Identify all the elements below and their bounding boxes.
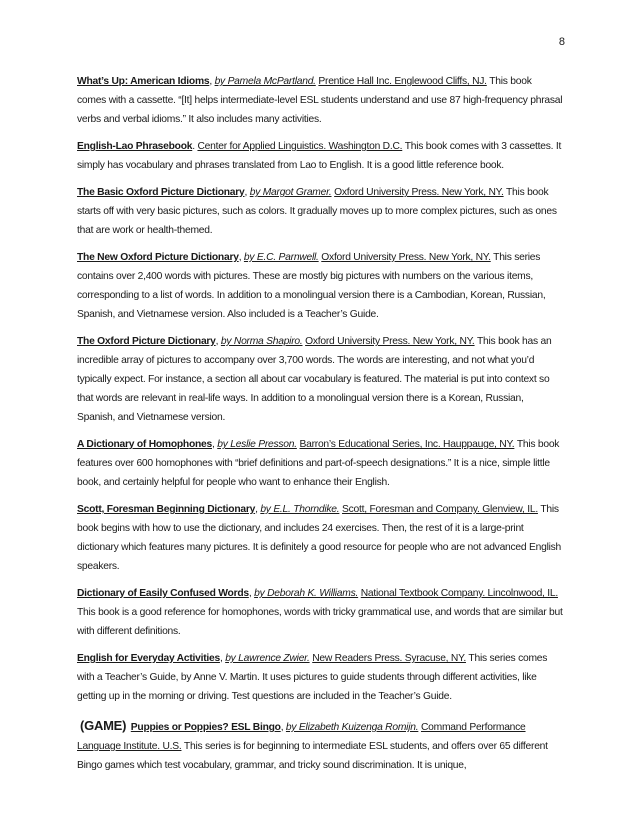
- book-author: by Margot Gramer.: [249, 187, 332, 198]
- book-description: This series contains over 2,400 words with pictures. These are mostly big pictures with numbers on the various items, corresponding to a list of words. In addition to a monolingual version there is a Cambodian, Korean, Russian, Spanish, and Vietnamese version. Also included is a Teacher’s Guide.: [77, 252, 546, 320]
- book-description: This series is for beginning to intermediate ESL students, and offers over 65 different Bingo games which test vocabulary, grammar, and tricky sound discrimination. It is unique,: [77, 741, 548, 771]
- book-description: This book comes with 3 cassettes. It simply has vocabulary and phrases translated from Lao to English. It is a good little reference book.: [77, 141, 562, 171]
- book-author: by Norma Shapiro.: [220, 336, 303, 347]
- book-publisher: Scott, Foresman and Company. Glenview, IL.: [342, 504, 538, 515]
- book-author: by E.L. Thorndike.: [260, 504, 340, 515]
- bibliography-entry: The Basic Oxford Picture Dictionary, by Margot Gramer. Oxford University Press. New York, NY. This book starts off with very basic pictures, such as colors. It gradually moves up to more complex pictures, such as ones that are work or health-themed.: [77, 187, 557, 236]
- bibliography-entry: A Dictionary of Homophones, by Leslie Presson. Barron’s Educational Series, Inc. Hauppauge, NY. This book features over 600 homophones with “brief definitions and part-of-speech designations.” It is a nice, simple little book, and certainly helpful for people who want to enhance their English.: [77, 439, 560, 488]
- book-publisher: Center for Applied Linguistics. Washington D.C.: [197, 141, 403, 152]
- book-author: by E.C. Parnwell.: [243, 252, 319, 263]
- book-author: by Elizabeth Kuizenga Romijn.: [285, 722, 419, 733]
- bibliography-entry: English-Lao Phrasebook. Center for Applied Linguistics. Washington D.C. This book comes with 3 cassettes. It simply has vocabulary and phrases translated from Lao to English. It is a good little reference book.: [77, 141, 562, 171]
- book-title: English-Lao Phrasebook: [77, 141, 193, 152]
- book-title: Puppies or Poppies? ESL Bingo: [130, 722, 281, 733]
- page-number: 8: [558, 36, 565, 48]
- book-publisher: Command Performance Language Institute. U.S.: [77, 722, 526, 752]
- book-author: by Leslie Presson.: [217, 439, 297, 450]
- book-description: This book has an incredible array of pictures to accompany over 3,700 words. The words are interesting, and not what you’d typically expect. For instance, a section all about car vocabulary is featured. The material is put into context so that words are relevant in real-life ways. In addition to a monolingual version there is a Korean, Russian, Spanish, and Vietnamese version.: [77, 336, 552, 423]
- bibliography-entry: Dictionary of Easily Confused Words, by Deborah K. Williams. National Textbook Company. Lincolnwood, IL. This book is a good reference for homophones, words with tricky grammatical use, and words that are similar but with different definitions.: [77, 588, 563, 637]
- book-author: by Pamela McPartland.: [214, 76, 316, 87]
- book-description: This book starts off with very basic pictures, such as colors. It gradually moves up to more complex pictures, such as ones that are work or health-themed.: [77, 187, 557, 236]
- book-description: This book features over 600 homophones with “brief definitions and part-of-speech designations.” It is a nice, simple little book, and certainly helpful for people who want to enhance their English.: [77, 439, 560, 488]
- book-description: This book begins with how to use the dictionary, and includes 24 exercises. Then, the rest of it is a large-print dictionary which features many pictures. It is definitely a good resource for people who are not advanced English speakers.: [77, 504, 562, 572]
- bibliography-entry: (GAME) Puppies or Poppies? ESL Bingo, by Elizabeth Kuizenga Romijn. Command Performance Language Institute. U.S. This series is for beginning to intermediate ESL students, and offers over 65 different Bingo games which test vocabulary, grammar, and tricky sound discrimination. It is unique,: [77, 718, 548, 771]
- game-label: (GAME): [80, 718, 127, 733]
- book-publisher: Oxford University Press. New York, NY.: [334, 187, 504, 198]
- book-author: by Deborah K. Williams.: [254, 588, 359, 599]
- book-title: The Basic Oxford Picture Dictionary: [77, 187, 245, 198]
- bibliography-entry: English for Everyday Activities, by Lawrence Zwier. New Readers Press. Syracuse, NY. This series comes with a Teacher’s Guide, by Anne V. Martin. It uses pictures to guide students through different activities, like getting up in the morning or driving. Test questions are included in the Teacher’s Guide.: [77, 653, 548, 702]
- book-author: by Lawrence Zwier.: [225, 653, 310, 664]
- bibliography-entry: The New Oxford Picture Dictionary, by E.C. Parnwell. Oxford University Press. New York, NY. This series contains over 2,400 words with pictures. These are mostly big pictures with numbers on the various items, corresponding to a list of words. In addition to a monolingual version there is a Cambodian, Korean, Russian, Spanish, and Vietnamese version. Also included is a Teacher’s Guide.: [77, 252, 546, 320]
- bibliography-entry: The Oxford Picture Dictionary, by Norma Shapiro. Oxford University Press. New York, NY. This book has an incredible array of pictures to accompany over 3,700 words. The words are interesting, and not what you’d typically expect. For instance, a section all about car vocabulary is featured. The material is put into context so that words are relevant in real-life ways. In addition to a monolingual version there is a Korean, Russian, Spanish, and Vietnamese version.: [77, 336, 552, 423]
- bibliography-list: [77, 72, 563, 783]
- book-title: The New Oxford Picture Dictionary: [77, 252, 239, 263]
- book-title: What’s Up: American Idioms: [77, 76, 210, 87]
- book-publisher: National Textbook Company. Lincolnwood, IL.: [360, 588, 558, 599]
- bibliography-entry: Scott, Foresman Beginning Dictionary, by E.L. Thorndike. Scott, Foresman and Company. Glenview, IL. This book begins with how to use the dictionary, and includes 24 exercises. Then, the rest of it is a large-print dictionary which features many pictures. It is definitely a good resource for people who are not advanced English speakers.: [77, 504, 562, 572]
- book-description: This book is a good reference for homophones, words with tricky grammatical use, and words that are similar but with different definitions.: [77, 607, 563, 637]
- book-title: Dictionary of Easily Confused Words: [77, 588, 249, 599]
- book-publisher: Oxford University Press. New York, NY.: [321, 252, 491, 263]
- book-publisher: Barron’s Educational Series, Inc. Hauppauge, NY.: [299, 439, 515, 450]
- book-description: This book comes with a cassette. “[It] helps intermediate-level ESL students understand and use 87 high-frequency phrasal verbs and verbal idioms.” It also includes many activities.: [77, 76, 563, 125]
- book-publisher: Oxford University Press. New York, NY.: [305, 336, 475, 347]
- book-description: This series comes with a Teacher’s Guide, by Anne V. Martin. It uses pictures to guide students through different activities, like getting up in the morning or driving. Test questions are included in the Teacher’s Guide.: [77, 653, 548, 702]
- book-title: A Dictionary of Homophones: [77, 439, 212, 450]
- bibliography-entry: What’s Up: American Idioms, by Pamela McPartland. Prentice Hall Inc. Englewood Cliffs, NJ. This book comes with a cassette. “[It] helps intermediate-level ESL students understand and use 87 high-frequency phrasal verbs and verbal idioms.” It also includes many activities.: [77, 76, 563, 125]
- book-publisher: Prentice Hall Inc. Englewood Cliffs, NJ.: [318, 76, 487, 87]
- book-title: Scott, Foresman Beginning Dictionary: [77, 504, 256, 515]
- book-title: English for Everyday Activities: [77, 653, 220, 664]
- book-title: The Oxford Picture Dictionary: [77, 336, 216, 347]
- book-publisher: New Readers Press. Syracuse, NY.: [312, 653, 466, 664]
